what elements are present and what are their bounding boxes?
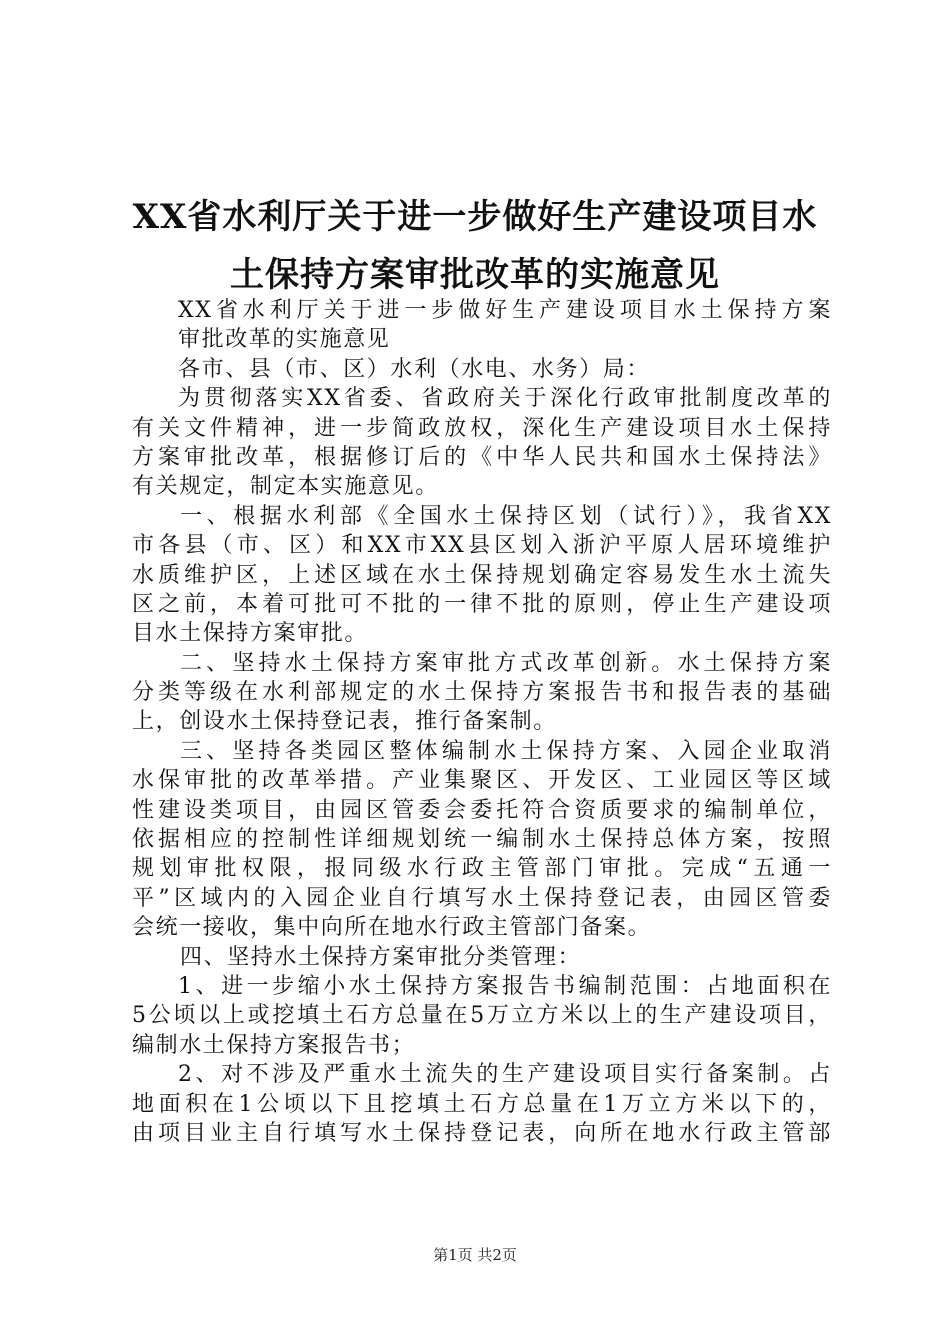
body-line: 地面积在1公顷以下且挖填土石方总量在1万立方米以下的， [132,1091,832,1117]
body-line: 有关文件精神，进一步简政放权，深化生产建设项目水土保持 [132,415,832,441]
body-line: 分类等级在水利部规定的水土保持方案报告书和报告表的基础 [132,680,832,706]
body-line: 编制水土保持方案报告书； [132,1032,416,1058]
body-line: XX省水利厅关于进一步做好生产建设项目水土保持方案 [178,298,832,323]
body-line: 三、坚持各类园区整体编制水土保持方案、入园企业取消 [180,738,832,764]
page-footer [0,1244,950,1265]
page-number: 第1页 共2页 [433,1246,517,1264]
body-line: 水质维护区，上述区域在水土保持规划确定容易发生水土流失 [132,562,832,588]
body-line: 四、坚持水土保持方案审批分类管理： [180,944,582,970]
body-line: 会统一接收，集中向所在地水行政主管部门备案。 [132,915,652,941]
body-line: 区之前，本着可批可不批的一律不批的原则，停止生产建设项 [132,591,832,617]
body-line: 市各县（市、区）和XX市XX县区划入浙沪平原人居环境维护 [132,533,832,559]
body-line: 性建设类项目，由园区管委会委托符合资质要求的编制单位， [132,797,832,823]
title-line-1: XX省水利厅关于进一步做好生产建设项目水 [132,197,818,237]
body-line: 二、坚持水土保持方案审批方式改革创新。水土保持方案 [180,650,832,676]
body-line: 审批改革的实施意见 [178,327,391,353]
body-line: 规划审批权限，报同级水行政主管部门审批。完成“五通一 [132,856,832,882]
body-line: 平”区域内的入园企业自行填写水土保持登记表，由园区管委 [132,885,832,911]
body-line: 5公顷以上或挖填土石方总量在5万立方米以上的生产建设项目， [132,1003,832,1029]
body-line: 2、对不涉及严重水土流失的生产建设项目实行备案制。占 [178,1062,832,1088]
body-line: 目水土保持方案审批。 [132,621,369,647]
body-line: 各市、县（市、区）水利（水电、水务）局： [178,356,651,382]
body-line: 方案审批改革，根据修订后的《中华人民共和国水土保持法》 [132,444,832,470]
body-line: 上，创设水土保持登记表，推行备案制。 [132,709,557,735]
body-line: 由项目业主自行填写水土保持登记表，向所在地水行政主管部 [132,1120,832,1146]
body-line: 水保审批的改革举措。产业集聚区、开发区、工业园区等区域 [132,768,832,794]
document-body [132,296,832,1148]
body-line: 依据相应的控制性详细规划统一编制水土保持总体方案，按照 [132,827,832,853]
body-line: 有关规定，制定本实施意见。 [132,474,439,500]
body-line: 一、根据水利部《全国水土保持区划（试行）》，我省XX [180,503,832,529]
document-title [100,188,850,304]
body-line: 1、进一步缩小水土保持方案报告书编制范围：占地面积在 [178,973,832,999]
body-line: 为贯彻落实XX省委、省政府关于深化行政审批制度改革的 [178,386,832,412]
title-line-2: 土保持方案审批改革的实施意见 [230,255,720,295]
